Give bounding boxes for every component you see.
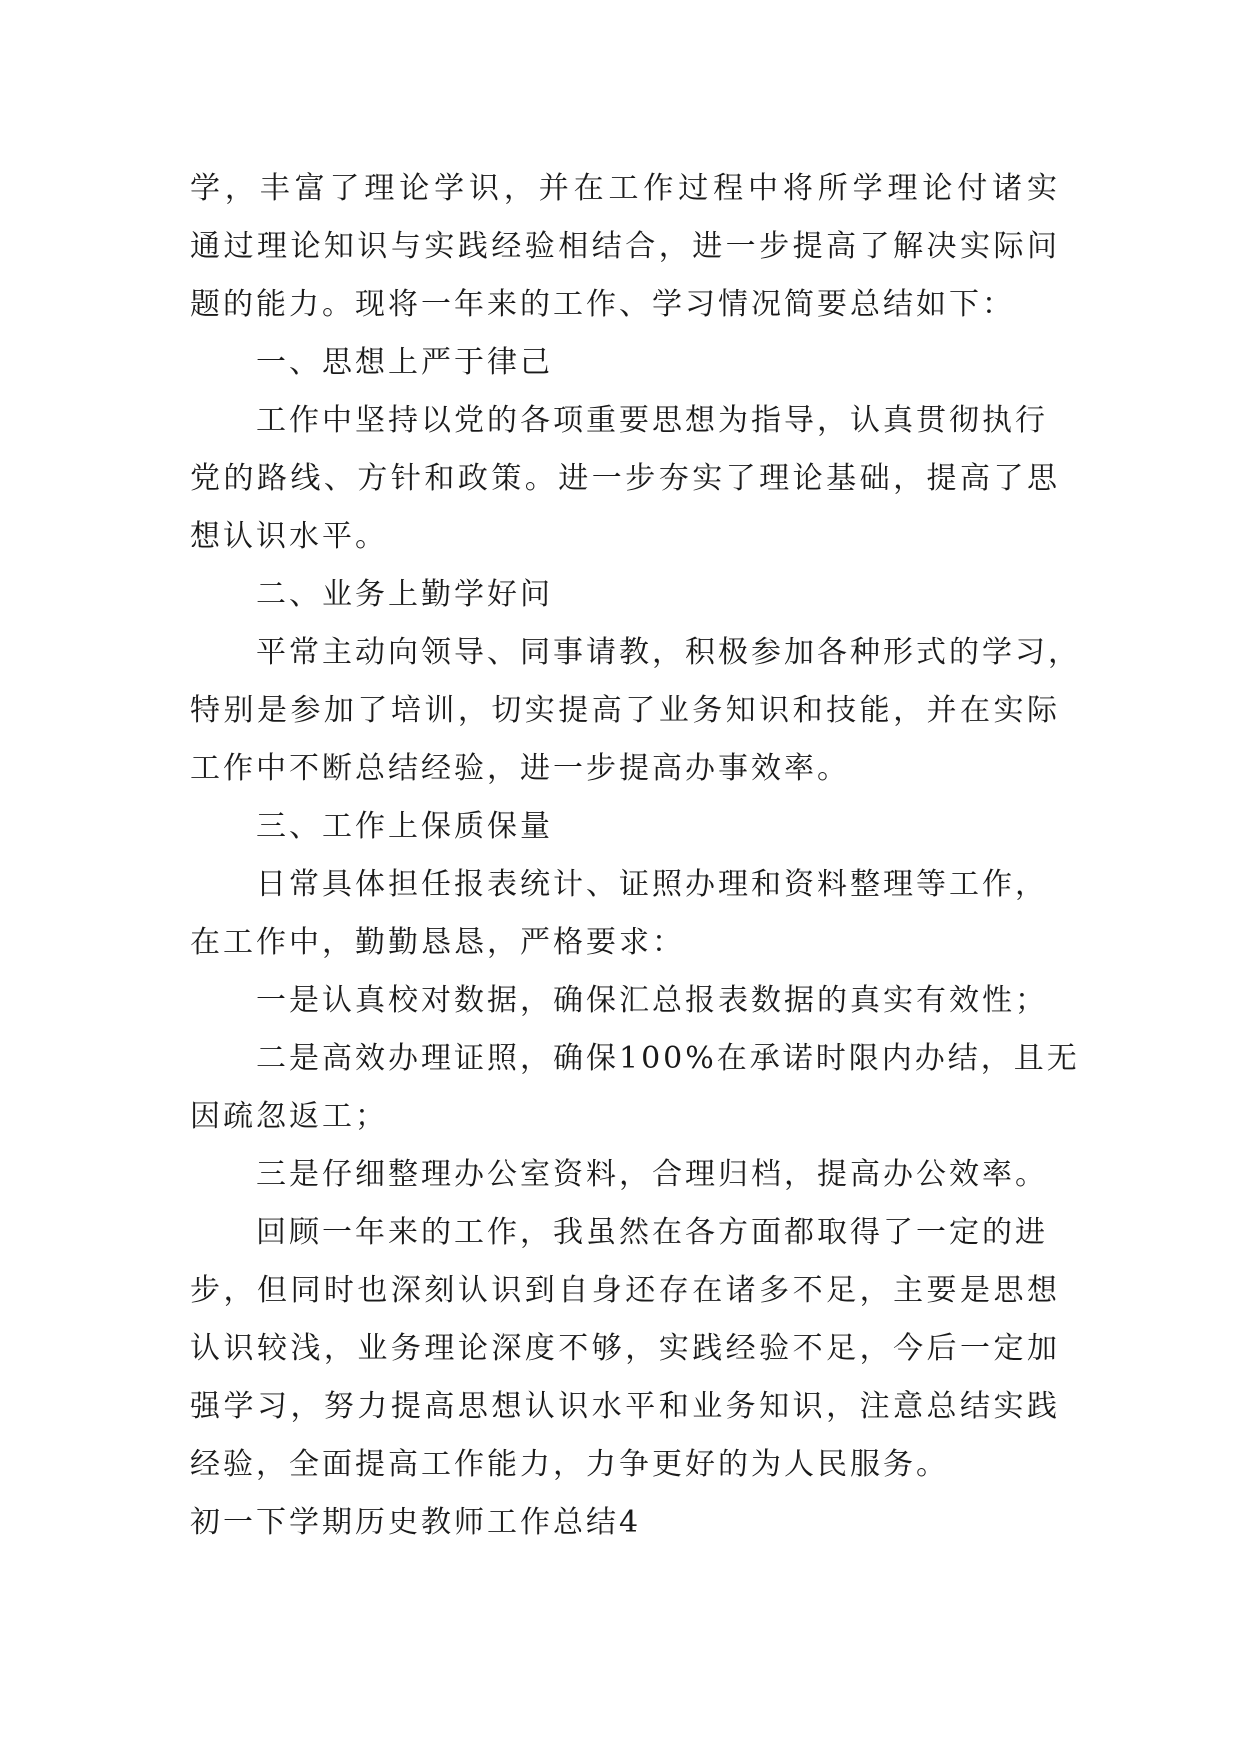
text-line: 特别是参加了培训，切实提高了业务知识和技能，并在实际 [190,693,1060,728]
section-heading: 一、思想上严于律己 [256,345,553,380]
text-line: 回顾一年来的工作，我虽然在各方面都取得了一定的进 [256,1215,1048,1250]
text-line: 平常主动向领导、同事请教，积极参加各种形式的学习， [256,635,1081,670]
text-line: 经验，全面提高工作能力，力争更好的为人民服务。 [190,1447,949,1482]
list-item: 一是认真校对数据，确保汇总报表数据的真实有效性； [256,983,1048,1018]
text-line: 强学习，努力提高思想认识水平和业务知识，注意总结实践 [190,1389,1060,1424]
text-line: 学，丰富了理论学识，并在工作过程中将所学理论付诸实 [190,171,1060,206]
document-body [190,160,1081,1552]
list-item: 三是仔细整理办公室资料，合理归档，提高办公效率。 [256,1157,1048,1192]
text-line: 工作中不断总结经验，进一步提高办事效率。 [190,751,850,786]
text-line: 日常具体担任报表统计、证照办理和资料整理等工作， [256,867,1048,902]
section-heading: 二、业务上勤学好问 [256,577,553,612]
text-line: 步，但同时也深刻认识到自身还存在诸多不足，主要是思想 [190,1273,1060,1308]
text-line: 想认识水平。 [190,519,388,554]
text-line: 通过理论知识与实践经验相结合，进一步提高了解决实际问 [190,229,1060,264]
list-item: 二是高效办理证照，确保100%在承诺时限内办结，且无 [256,1041,1080,1076]
text-line: 在工作中，勤勤恳恳，严格要求： [190,925,685,960]
text-line: 认识较浅，业务理论深度不够，实践经验不足，今后一定加 [190,1331,1060,1366]
text-line: 工作中坚持以党的各项重要思想为指导，认真贯彻执行 [256,403,1048,438]
text-line: 因疏忽返工； [190,1099,388,1134]
section-heading: 三、工作上保质保量 [256,809,553,844]
text-line: 党的路线、方针和政策。进一步夯实了理论基础，提高了思 [190,461,1060,496]
document-title: 初一下学期历史教师工作总结4 [190,1505,642,1540]
text-line: 题的能力。现将一年来的工作、学习情况简要总结如下： [190,287,1015,322]
